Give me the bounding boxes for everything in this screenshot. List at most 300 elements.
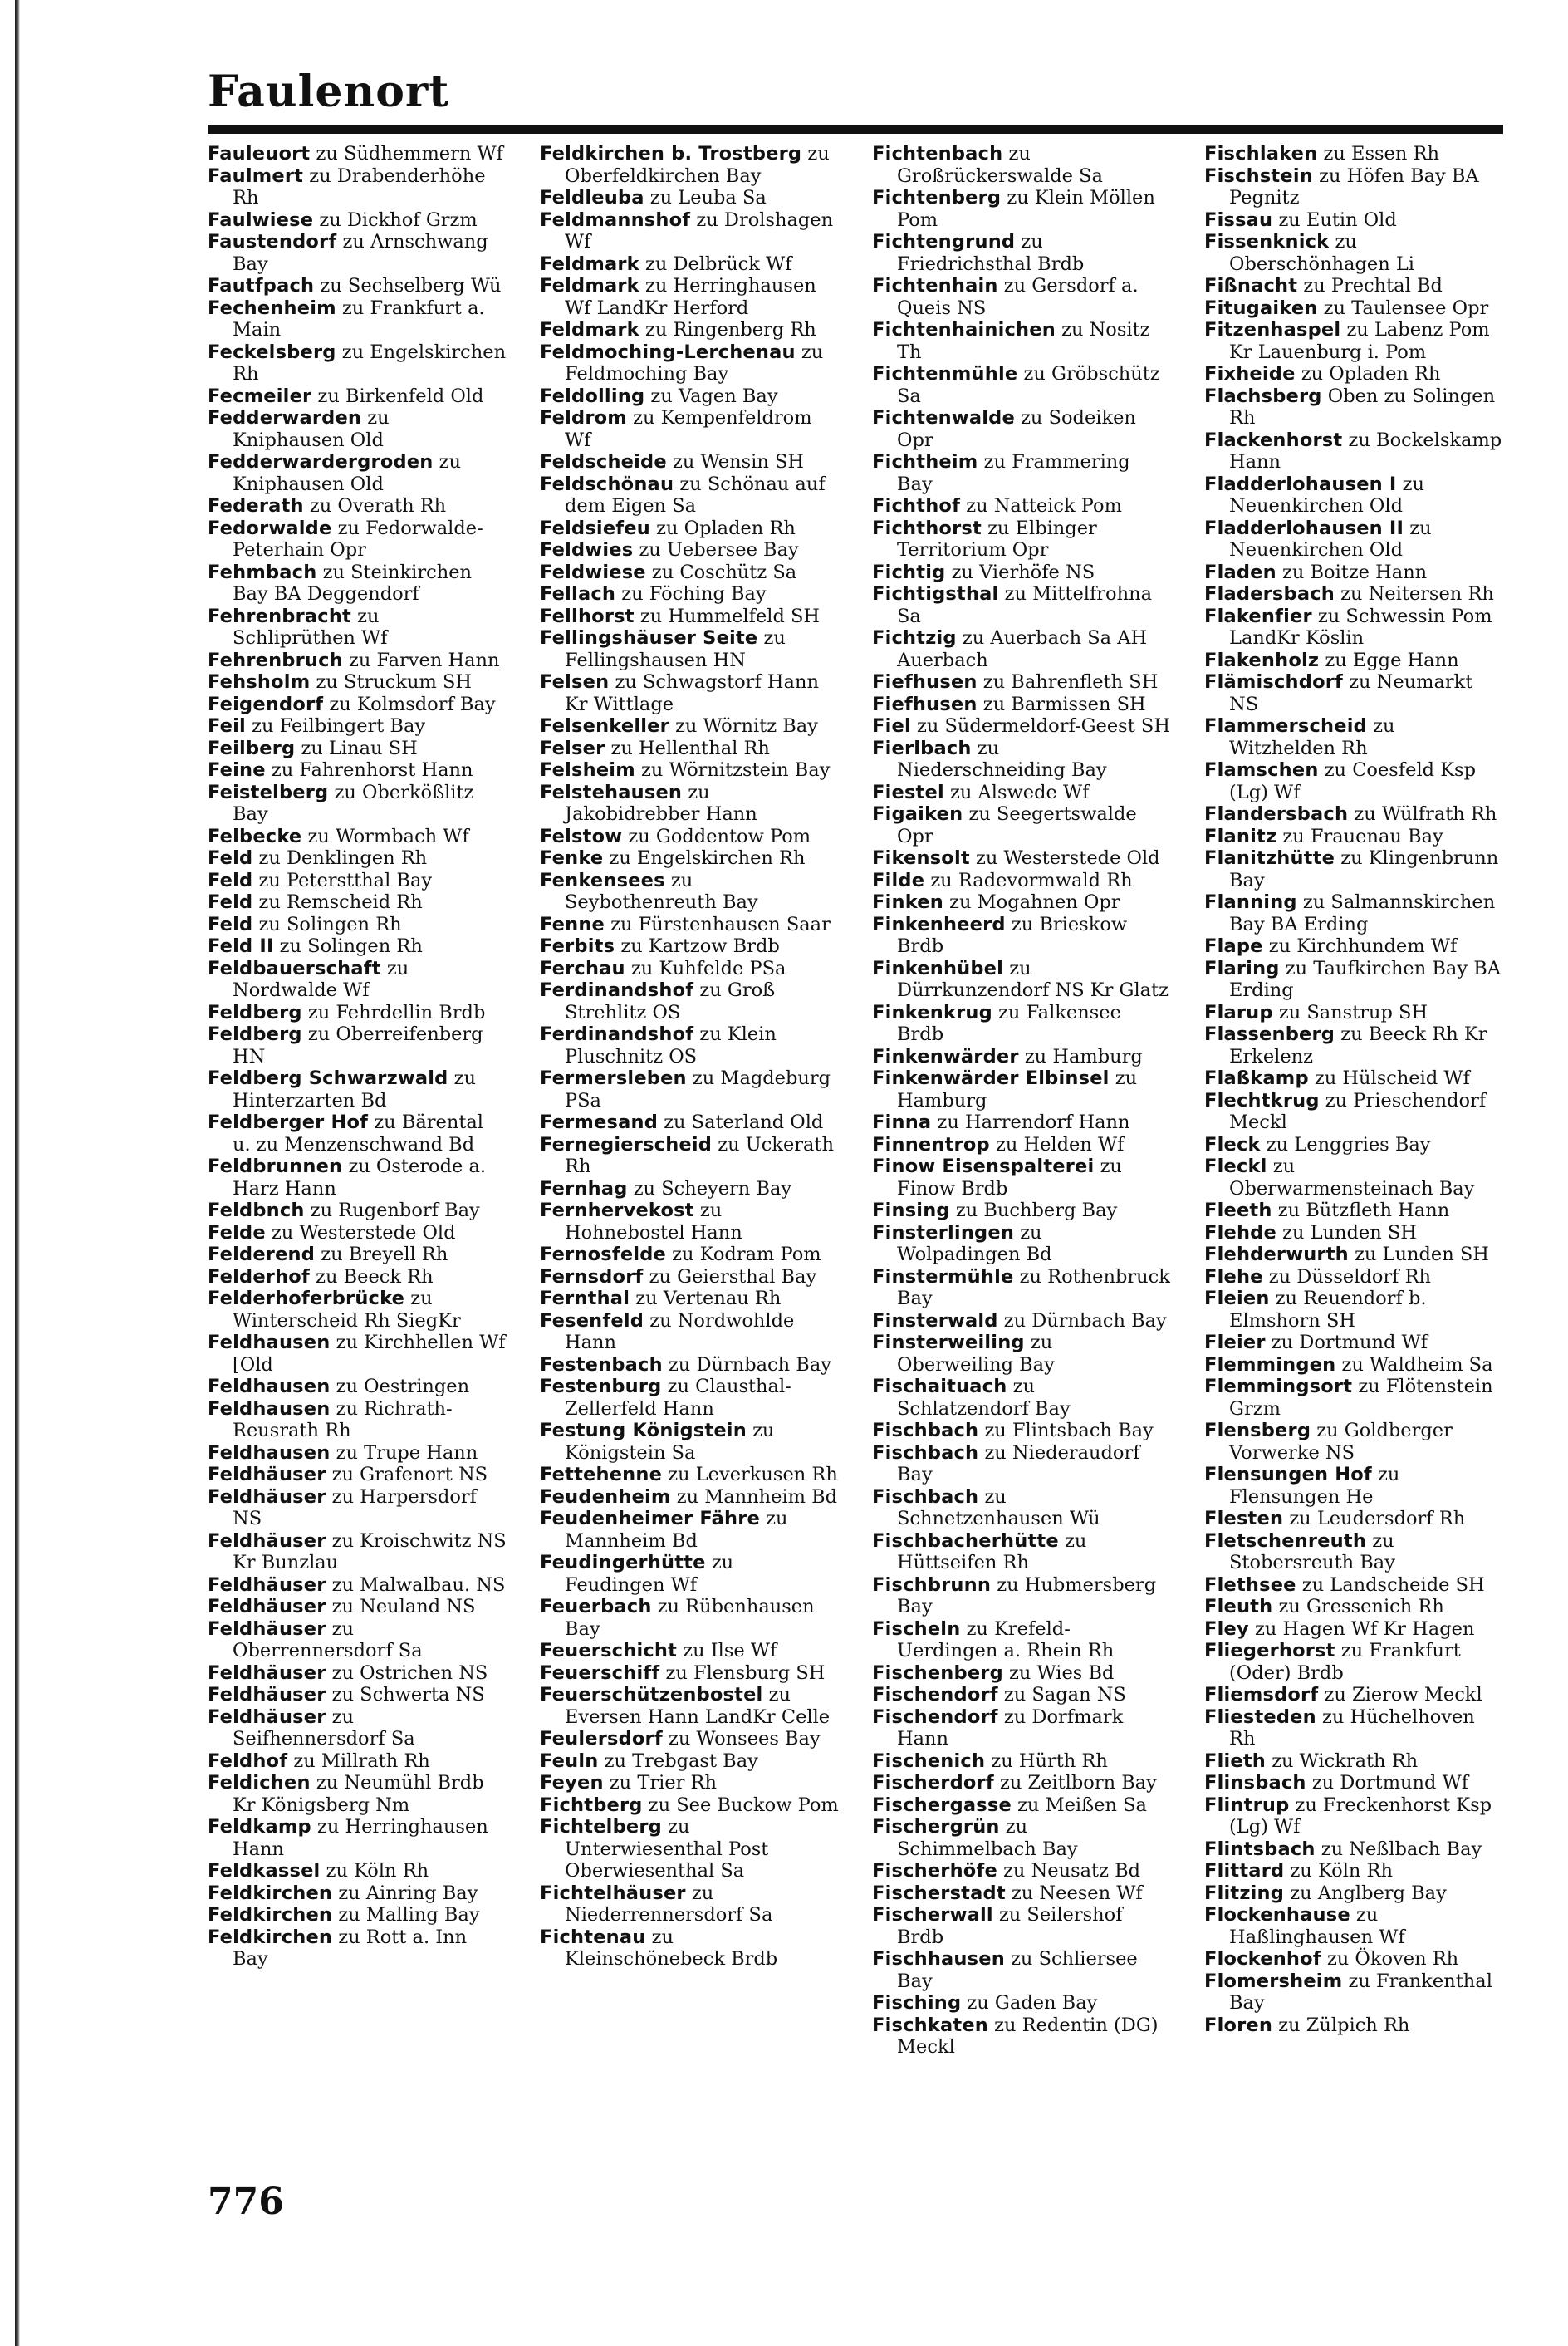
gazetteer-entry <box>208 1904 507 1926</box>
entry-headword: Feldleuba <box>540 187 644 209</box>
entry-headword: Fehrenbruch <box>208 649 343 671</box>
gazetteer-entry <box>540 914 839 936</box>
gazetteer-entry <box>872 1046 1171 1068</box>
gazetteer-entry <box>208 1530 507 1574</box>
entry-location: zu Wolpadingen Bd <box>897 1221 1052 1265</box>
entry-headword: Fiefhusen <box>872 693 978 715</box>
gazetteer-entry <box>872 1376 1171 1420</box>
entry-location: zu Kolmsdorf Bay <box>329 693 496 715</box>
entry-location: zu Buchberg Bay <box>955 1200 1118 1221</box>
gazetteer-entry <box>872 847 1171 870</box>
gazetteer-entry <box>872 891 1171 914</box>
entry-headword: Feld II <box>208 935 274 957</box>
entry-location: zu Anglberg Bay <box>1290 1882 1447 1904</box>
entry-headword: Feuerschützenbostel <box>540 1684 763 1706</box>
entry-location: zu Frankenthal Bay <box>1229 1970 1492 2014</box>
entry-headword: Festenbach <box>540 1353 663 1376</box>
entry-headword: Ferdinandshof <box>540 979 694 1001</box>
gazetteer-entry <box>540 1354 839 1377</box>
gazetteer-entry <box>540 1684 839 1728</box>
entry-headword: Flachsberg <box>1204 385 1322 407</box>
entry-location: zu Ostrichen NS <box>331 1661 488 1684</box>
entry-location: zu Elbinger Territorium Opr <box>897 517 1097 561</box>
gazetteer-entry <box>1204 231 1503 275</box>
entry-headword: Felderend <box>208 1244 316 1265</box>
entry-location: zu Fehrdellin Brdb <box>307 1001 486 1023</box>
entry-headword: Fischbacherhütte <box>872 1529 1059 1552</box>
entry-headword: Fenke <box>540 847 604 869</box>
entry-location: zu Mittelfrohna Sa <box>897 583 1152 627</box>
gazetteer-entry <box>872 407 1171 451</box>
entry-location: zu Rugenborf Bay <box>310 1200 480 1221</box>
entry-headword: Finkenheerd <box>872 913 1006 935</box>
entry-headword: Feldkirchen <box>208 1904 333 1926</box>
gazetteer-entry <box>1204 1948 1503 1971</box>
gazetteer-entry <box>872 2015 1171 2059</box>
gazetteer-entry <box>208 1442 507 1465</box>
gazetteer-entry <box>872 1794 1171 1817</box>
gazetteer-entry <box>1204 1067 1503 1090</box>
entry-headword: Felderhof <box>208 1265 310 1288</box>
entry-location: zu Hohnebostel Hann <box>565 1200 742 1244</box>
entry-location: zu Rott a. Inn Bay <box>233 1926 468 1970</box>
gazetteer-entry <box>1204 474 1503 518</box>
gazetteer-entry <box>1204 1464 1503 1508</box>
gazetteer-entry <box>1204 1420 1503 1464</box>
gazetteer-entry <box>540 253 839 276</box>
entry-location: zu Köln Rh <box>1290 1860 1393 1882</box>
gazetteer-entry <box>1204 1684 1503 1706</box>
entry-headword: Feld <box>208 869 253 891</box>
gazetteer-entry <box>1204 671 1503 715</box>
entry-location: zu Feilbingert Bay <box>252 715 426 737</box>
entry-headword: Fichtengrund <box>872 231 1016 253</box>
gazetteer-entry <box>540 1926 839 1971</box>
entry-location: zu Harpersdorf NS <box>233 1485 478 1529</box>
entry-headword: Fauleuort <box>208 143 311 164</box>
gazetteer-entry <box>872 1684 1171 1706</box>
entry-headword: Fichthof <box>872 495 961 517</box>
entry-headword: Fleier <box>1204 1332 1266 1353</box>
entry-location: zu Oberfeldkirchen Bay <box>565 143 830 187</box>
entry-location: zu Neuland NS <box>331 1596 476 1617</box>
entry-location: zu Hubmersberg Bay <box>897 1573 1157 1617</box>
gazetteer-entry <box>872 1266 1171 1310</box>
entry-headword: Flaring <box>1204 957 1280 979</box>
entry-headword: Fischkaten <box>872 2014 989 2036</box>
gazetteer-entry <box>540 782 839 826</box>
gazetteer-entry <box>208 1816 507 1860</box>
entry-location: zu Prieschendorf Meckl <box>1229 1089 1487 1133</box>
entry-headword: Feldmoching-Lerchenau <box>540 341 796 363</box>
entry-headword: Fedorwalde <box>208 517 332 539</box>
gazetteer-entry <box>1204 583 1503 606</box>
entry-headword: Finna <box>872 1112 932 1133</box>
gazetteer-entry <box>208 297 507 341</box>
entry-location: zu Unterwiesenthal Post Oberwiesenthal Sa <box>565 1816 769 1882</box>
entry-location: zu Kartzow Brdb <box>620 935 780 957</box>
entry-location: zu Egge Hann <box>1325 649 1459 671</box>
gazetteer-entry <box>872 1112 1171 1134</box>
entry-location: zu Trier Rh <box>609 1772 717 1794</box>
column-2 <box>540 143 839 2059</box>
entry-location: zu Leuba Sa <box>649 187 767 209</box>
entry-headword: Flensungen Hof <box>1204 1464 1372 1485</box>
entry-location: zu Klein Möllen Pom <box>897 187 1155 231</box>
gazetteer-entry <box>1204 1794 1503 1838</box>
entry-location: zu Stobersreuth Bay <box>1229 1529 1395 1573</box>
entry-location: zu Flensburg SH <box>665 1661 826 1684</box>
entry-headword: Feldhäuser <box>208 1706 326 1728</box>
entry-headword: Flehe <box>1204 1265 1263 1288</box>
entry-location: zu Seybothenreuth Bay <box>565 869 758 913</box>
entry-headword: Finow Eisenspalterei <box>872 1156 1095 1177</box>
entry-location: zu Hamburg <box>1024 1045 1143 1067</box>
entry-headword: Finsterlingen <box>872 1221 1015 1244</box>
gazetteer-entry <box>208 958 507 1002</box>
entry-headword: Fautfpach <box>208 275 315 297</box>
entry-location: zu Hürth Rh <box>991 1750 1108 1772</box>
gazetteer-entry <box>872 671 1171 694</box>
entry-headword: Feldschönau <box>540 473 674 495</box>
entry-location: zu Höfen Bay BA Pegnitz <box>1229 164 1479 209</box>
entry-headword: Fierlbach <box>872 737 972 759</box>
entry-headword: Feldberg <box>208 1001 302 1023</box>
entry-headword: Felstehausen <box>540 781 683 803</box>
entry-location: zu Vertenau Rh <box>635 1288 782 1309</box>
entry-location: zu See Buckow Pom <box>648 1794 839 1816</box>
gazetteer-entry <box>1204 1266 1503 1288</box>
entry-location: zu Hagen Wf Kr Hagen <box>1254 1617 1475 1640</box>
entry-location: Oben zu Solingen Rh <box>1229 385 1496 429</box>
gazetteer-entry <box>1204 1222 1503 1244</box>
gazetteer-entry <box>540 1023 839 1067</box>
entry-location: zu Wörnitzstein Bay <box>641 759 831 781</box>
entry-headword: Felsheim <box>540 759 635 781</box>
entry-location: zu Dürnbach Bay <box>1003 1309 1167 1332</box>
entry-headword: Fischbach <box>872 1420 979 1441</box>
gazetteer-entry <box>1204 1200 1503 1222</box>
entry-headword: Flamschen <box>1204 759 1319 781</box>
entry-headword: Feldwies <box>540 539 634 561</box>
entry-headword: Finken <box>872 891 943 913</box>
entry-location: zu Föching Bay <box>621 583 767 605</box>
gazetteer-entry <box>872 1442 1171 1486</box>
entry-location: zu Wormbach Wf <box>307 825 469 847</box>
entry-location: zu Remscheid Rh <box>258 891 423 913</box>
entry-location: zu Frammering Bay <box>897 451 1130 495</box>
entry-location: zu Seilershof Brdb <box>897 1904 1123 1948</box>
gazetteer-entry <box>540 1288 839 1310</box>
entry-location: zu Malwalbau. NS <box>331 1573 506 1596</box>
gazetteer-entry <box>208 935 507 958</box>
entry-headword: Fischenich <box>872 1750 986 1772</box>
gazetteer-entry <box>540 474 839 518</box>
gazetteer-entry <box>1204 275 1503 297</box>
gazetteer-entry <box>540 671 839 715</box>
entry-location: zu Alswede Wf <box>950 781 1090 803</box>
entry-location: zu Fellingshausen HN <box>565 627 786 671</box>
gazetteer-entry <box>1204 165 1503 209</box>
entry-headword: Feldhausen <box>208 1441 331 1464</box>
entry-location: zu Scheyern Bay <box>633 1177 792 1200</box>
gazetteer-entry <box>540 143 839 187</box>
entry-headword: Fliesteden <box>1204 1706 1316 1728</box>
gazetteer-entry <box>1204 715 1503 759</box>
gazetteer-entry <box>1204 826 1503 848</box>
gazetteer-entry <box>540 1728 839 1750</box>
entry-location: zu Waldheim Sa <box>1341 1353 1493 1376</box>
entry-headword: Finsterweiling <box>872 1332 1025 1353</box>
entry-location: zu Leudersdorf Rh <box>1289 1508 1466 1529</box>
entry-headword: Feine <box>208 759 266 781</box>
entry-headword: Flechtkrug <box>1204 1089 1320 1112</box>
gazetteer-entry <box>208 1288 507 1332</box>
gazetteer-entry <box>540 407 839 451</box>
entry-location: zu Niederrennersdorf Sa <box>565 1882 773 1926</box>
entry-headword: Flomersheim <box>1204 1970 1343 1992</box>
entry-headword: Flammerscheid <box>1204 715 1367 737</box>
gazetteer-entry <box>540 627 839 671</box>
entry-headword: Feldmark <box>540 319 639 341</box>
gazetteer-entry <box>208 1200 507 1222</box>
entry-headword: Feldscheide <box>540 451 667 473</box>
entry-location: zu Nordwohlde Hann <box>565 1309 795 1353</box>
gazetteer-entry <box>1204 1508 1503 1530</box>
entry-headword: Feldberg Schwarzwald <box>208 1067 448 1089</box>
gazetteer-entry <box>540 847 839 870</box>
entry-headword: Finkenwärder Elbinsel <box>872 1067 1110 1089</box>
entry-headword: Feldhausen <box>208 1376 331 1397</box>
gazetteer-entry <box>872 1222 1171 1266</box>
entry-headword: Fiel <box>872 715 911 737</box>
gazetteer-entry <box>540 715 839 738</box>
entry-headword: Ferbits <box>540 935 615 957</box>
gazetteer-entry <box>540 870 839 914</box>
entry-location: zu Struckum SH <box>316 671 472 693</box>
entry-headword: Fichtheim <box>872 451 978 473</box>
entry-location: zu Wülfrath Rh <box>1354 803 1497 825</box>
gazetteer-entry <box>208 518 507 562</box>
gazetteer-entry <box>872 1156 1171 1200</box>
gazetteer-entry <box>1204 935 1503 958</box>
entry-headword: Flakenfier <box>1204 605 1312 627</box>
gazetteer-entry <box>208 826 507 848</box>
entry-headword: Fecmeiler <box>208 385 312 407</box>
entry-location: zu Freckenhorst Ksp (Lg) Wf <box>1229 1794 1492 1838</box>
dictionary-page <box>208 50 1503 2293</box>
entry-location: zu Fahrenhorst Hann <box>271 759 473 781</box>
entry-headword: Feld <box>208 847 253 869</box>
entry-headword: Faulmert <box>208 164 304 187</box>
gazetteer-entry <box>540 1464 839 1486</box>
gazetteer-entry <box>1204 1618 1503 1641</box>
entry-headword: Flehderwurth <box>1204 1244 1349 1265</box>
entry-headword: Flitzing <box>1204 1882 1285 1904</box>
gazetteer-entry <box>872 738 1171 782</box>
gazetteer-entry <box>540 1178 839 1200</box>
gazetteer-entry <box>872 1904 1171 1948</box>
gazetteer-entry <box>208 1112 507 1156</box>
entry-location: zu Nositz Th <box>897 319 1150 363</box>
gazetteer-entry <box>208 914 507 936</box>
gazetteer-entry <box>540 958 839 980</box>
entry-headword: Fernegierscheid <box>540 1133 713 1156</box>
gazetteer-entry <box>872 143 1171 187</box>
entry-headword: Flämischdorf <box>1204 671 1344 693</box>
entry-headword: Flaßkamp <box>1204 1067 1309 1089</box>
entry-location: zu Südhemmern Wf <box>316 143 503 164</box>
entry-location: zu Neesen Wf <box>1011 1882 1143 1904</box>
gazetteer-entry <box>540 209 839 253</box>
entry-location: zu Dickhof Grzm <box>319 209 478 231</box>
gazetteer-entry <box>540 1486 839 1509</box>
gazetteer-entry <box>208 1002 507 1024</box>
entry-headword: Federath <box>208 495 304 517</box>
entry-headword: Fermesand <box>540 1112 659 1133</box>
entry-headword: Finsing <box>872 1200 950 1221</box>
gazetteer-entry <box>208 1023 507 1067</box>
entry-headword: Ferdinandshof <box>540 1023 694 1045</box>
gazetteer-entry <box>540 826 839 848</box>
entry-headword: Finstermühle <box>872 1265 1014 1288</box>
entry-location: zu Goldberger Vorwerke NS <box>1229 1420 1453 1464</box>
entry-location: zu Reuendorf b. Elmshorn SH <box>1229 1288 1427 1332</box>
entry-location: zu Seifhennersdorf Sa <box>233 1706 415 1750</box>
gazetteer-entry <box>1204 1530 1503 1574</box>
entry-headword: Feyen <box>540 1772 604 1794</box>
entry-headword: Fischstein <box>1204 164 1313 187</box>
entry-location: zu Osterode a. Harz Hann <box>233 1156 487 1200</box>
gazetteer-entry <box>208 1772 507 1816</box>
entry-location: zu Feldmoching Bay <box>565 341 824 385</box>
entry-headword: Feldkamp <box>208 1816 311 1838</box>
entry-headword: Flieth <box>1204 1750 1267 1772</box>
entry-headword: Fichtenwalde <box>872 407 1015 429</box>
entry-location: zu Uebersee Bay <box>639 539 799 561</box>
entry-headword: Fichtigsthal <box>872 583 999 605</box>
entry-location: zu Friedrichsthal Brdb <box>897 231 1085 275</box>
gazetteer-entry <box>1204 1332 1503 1354</box>
entry-headword: Felbecke <box>208 825 302 847</box>
entry-location: zu Vierhöfe NS <box>951 561 1095 583</box>
entry-location: zu Vagen Bay <box>650 385 778 407</box>
entry-headword: Fischerhöfe <box>872 1860 997 1882</box>
entry-location: zu Lunden SH <box>1355 1244 1489 1265</box>
gazetteer-entry <box>1204 650 1503 672</box>
gazetteer-entry <box>208 715 507 738</box>
entry-location: zu Sodeiken Opr <box>897 407 1136 451</box>
gazetteer-entry <box>872 1332 1171 1376</box>
entry-headword: Flockenhause <box>1204 1904 1350 1926</box>
entry-headword: Fischerdorf <box>872 1772 994 1794</box>
gazetteer-entry <box>1204 1971 1503 2015</box>
gazetteer-entry <box>1204 1002 1503 1024</box>
column-1 <box>208 143 507 2059</box>
gazetteer-entry <box>1204 1640 1503 1684</box>
gazetteer-entry <box>872 958 1171 1002</box>
entry-headword: Flandersbach <box>1204 803 1349 825</box>
entry-headword: Feldhäuser <box>208 1573 326 1596</box>
entry-headword: Fischbach <box>872 1441 979 1464</box>
gazetteer-entry <box>1204 606 1503 650</box>
entry-location: zu Birkenfeld Old <box>317 385 484 407</box>
entry-headword: Fichtenau <box>540 1926 646 1948</box>
gazetteer-entry <box>872 562 1171 584</box>
entry-headword: Fleck <box>1204 1133 1261 1156</box>
gazetteer-entry <box>1204 1706 1503 1750</box>
gazetteer-entry <box>1204 1750 1503 1773</box>
gazetteer-entry <box>540 1420 839 1464</box>
entry-headword: Fissenknick <box>1204 231 1330 253</box>
entry-headword: Feld <box>208 913 253 935</box>
entry-headword: Feldsiefeu <box>540 517 650 539</box>
entry-headword: Feldhäuser <box>208 1661 326 1684</box>
entry-headword: Flanning <box>1204 891 1297 913</box>
gazetteer-entry <box>540 1662 839 1685</box>
entry-headword: Fladen <box>1204 561 1276 583</box>
entry-location: zu Sanstrup SH <box>1278 1001 1428 1023</box>
entry-location: zu Schwessin Pom LandKr Köslin <box>1229 605 1492 649</box>
entry-location: zu Hinterzarten Bd <box>233 1067 476 1112</box>
gazetteer-entry <box>208 231 507 275</box>
entry-location: zu Grafenort NS <box>331 1464 488 1485</box>
entry-location: zu Schnetzenhausen Wü <box>897 1485 1100 1529</box>
entry-location: zu Wies Bd <box>1009 1661 1115 1684</box>
entry-headword: Fichtelberg <box>540 1816 662 1838</box>
entry-headword: Fissau <box>1204 209 1273 231</box>
gazetteer-entry <box>540 979 839 1023</box>
entry-headword: Feldbnch <box>208 1200 305 1221</box>
entry-headword: Fichtenhainichen <box>872 319 1056 341</box>
entry-location: zu Neumarkt NS <box>1229 671 1473 715</box>
entry-location: zu Breyell Rh <box>321 1244 448 1265</box>
entry-location: zu Bärental u. zu Menzenschwand Bd <box>233 1112 483 1156</box>
header-rule <box>208 125 1503 134</box>
entry-headword: Fladderlohausen I <box>1204 473 1397 495</box>
entry-location: zu Oberrennersdorf Sa <box>233 1617 423 1661</box>
entry-location: zu Hellenthal Rh <box>610 737 770 759</box>
entry-headword: Feistelberg <box>208 781 329 803</box>
entry-headword: Fleuth <box>1204 1596 1273 1617</box>
entry-headword: Fichtzig <box>872 627 957 649</box>
entry-location: zu Großrückerswalde Sa <box>897 143 1103 187</box>
entry-headword: Fley <box>1204 1617 1249 1640</box>
entry-location: zu Barmissen SH <box>982 693 1146 715</box>
entry-location: zu Dürrkunzendorf NS Kr Glatz <box>897 957 1169 1001</box>
entry-headword: Flinsbach <box>1204 1772 1306 1794</box>
entry-headword: Festenburg <box>540 1376 662 1397</box>
entry-location: zu Winterscheid Rh SiegKr <box>233 1288 461 1332</box>
gazetteer-entry <box>872 914 1171 958</box>
gazetteer-entry <box>208 1486 507 1530</box>
entry-location: zu Goddentow Pom <box>628 825 811 847</box>
entry-location: zu Oestringen <box>336 1376 470 1397</box>
gazetteer-entry <box>872 1816 1171 1860</box>
gazetteer-entry <box>872 187 1171 231</box>
entry-headword: Felderhoferbrücke <box>208 1288 405 1309</box>
gazetteer-entry <box>1204 1354 1503 1377</box>
gazetteer-entry <box>540 275 839 319</box>
entry-location: zu Falkensee Brdb <box>897 1001 1121 1045</box>
entry-location: zu Herringhausen Wf LandKr Herford <box>565 275 816 319</box>
entry-location: zu Bahrenfleth SH <box>982 671 1159 693</box>
entry-location: zu Lenggries Bay <box>1266 1133 1431 1156</box>
entry-location: zu Rübenhausen Bay <box>565 1596 815 1640</box>
entry-headword: Fischenberg <box>872 1661 1003 1684</box>
gazetteer-entry <box>872 451 1171 495</box>
entry-location: zu Beeck Rh Kr Erkelenz <box>1229 1023 1487 1067</box>
